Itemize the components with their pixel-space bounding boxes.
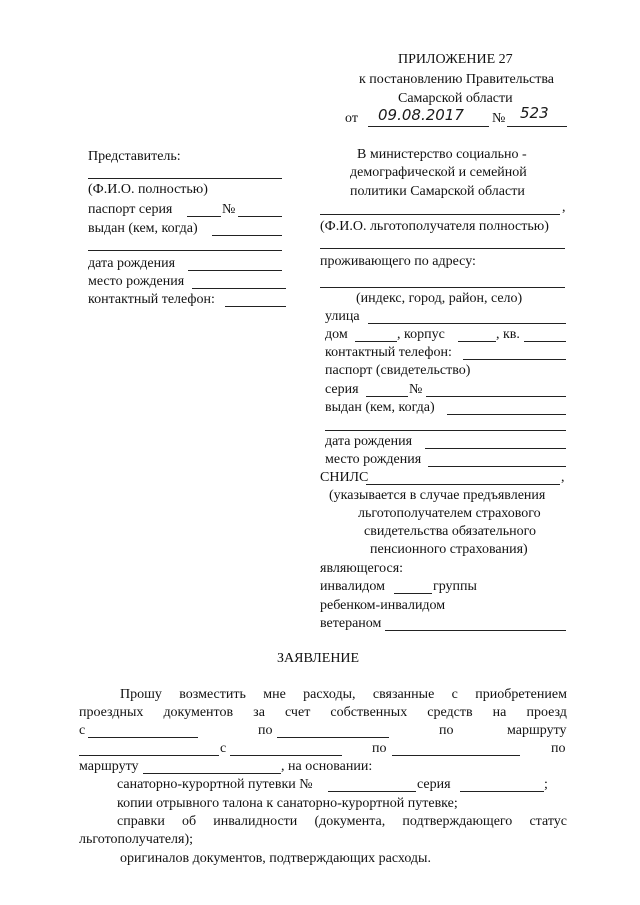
addressee-line-2: демографической и семейной (350, 165, 527, 180)
word: приобретением (475, 687, 567, 702)
word: за (253, 705, 265, 720)
word: статус (529, 814, 567, 829)
item-voucher-label: санаторно-курортной путевки № (117, 777, 313, 792)
representative-fio-hint: (Ф.И.О. полностью) (88, 182, 208, 197)
rep-birth-place-line (192, 288, 286, 289)
word: инвалидности (213, 814, 298, 829)
rep-passport-series-line (187, 216, 221, 217)
item-disability-line (117, 813, 567, 830)
series-label: серия (325, 382, 359, 397)
from-label: от (345, 111, 358, 126)
word: возместить (179, 687, 246, 702)
rep-birth-place-label: место рождения (88, 274, 185, 289)
rep-phone-line (225, 306, 286, 307)
building-label: , корпус (397, 327, 445, 342)
item-coupon: копии отрывного талона к санаторно-курортной путевке; (117, 796, 458, 811)
veteran-label: ветераном (320, 616, 382, 631)
route-to-label-4: по (551, 741, 566, 756)
issued-line (447, 414, 566, 415)
word: мне (263, 687, 286, 702)
word: проездных (79, 705, 144, 720)
snils-note-1: (указывается в случае предъявления (329, 488, 546, 503)
word: расходы, (303, 687, 356, 702)
word: счет (285, 705, 311, 720)
route-from-label: с (79, 723, 86, 738)
date-line (368, 126, 489, 127)
birth-place-label: место рождения (325, 452, 422, 467)
street-line (368, 323, 566, 324)
birth-date-label: дата рождения (325, 434, 413, 449)
beneficiary-phone-line (463, 359, 566, 360)
route-from-line-2 (230, 755, 342, 756)
building-line (458, 341, 496, 342)
item-series-label: серия (417, 777, 451, 792)
route-to-label-2: по (439, 723, 454, 738)
apartment-line (524, 341, 566, 342)
appendix-decree: к постановлению Правительства (359, 72, 555, 87)
word: об (181, 814, 197, 829)
word: с (451, 687, 458, 702)
route-label: маршруту (507, 723, 567, 738)
snils-comma: , (561, 470, 565, 485)
being-label: являющегося: (320, 561, 404, 576)
passport-no-line (426, 396, 566, 397)
word: подтверждающего (402, 814, 513, 829)
birth-place-line (428, 466, 566, 467)
rep-phone-label: контактный телефон: (88, 292, 215, 307)
apartment-label: , кв. (496, 327, 520, 342)
rep-issued-label: выдан (кем, когда) (88, 221, 198, 236)
route-to-label: по (258, 723, 273, 738)
statement-title: ЗАЯВЛЕНИЕ (277, 651, 360, 666)
route-label-2: маршруту (79, 759, 139, 774)
route-from-label-2: с (220, 741, 227, 756)
residing-label: проживающего по адресу: (320, 254, 476, 269)
route-to-label-3: по (372, 741, 387, 756)
veteran-line (385, 630, 566, 631)
word: документов (163, 705, 234, 720)
statement-line-1 (120, 686, 567, 703)
handwritten-date: 09.08.2017 (378, 106, 464, 124)
route-to-line (277, 737, 389, 738)
route-line-2 (143, 773, 281, 774)
house-label: дом (325, 327, 348, 342)
disabled-label: инвалидом (320, 579, 385, 594)
address-line (320, 287, 565, 288)
addressee-line-1: В министерство социально - (357, 147, 527, 162)
statement-line-2 (79, 704, 567, 721)
passport-no-label: № (409, 382, 423, 397)
voucher-series-line (460, 791, 544, 792)
voucher-number-line (328, 791, 416, 792)
issued-label: выдан (кем, когда) (325, 400, 435, 415)
appendix-region: Самарской области (398, 91, 513, 106)
word: (документа, (314, 814, 386, 829)
birth-date-line (425, 448, 566, 449)
handwritten-number: 523 (520, 104, 549, 122)
route-line-1 (79, 755, 219, 756)
disabled-group-line (394, 593, 432, 594)
street-label: улица (325, 309, 360, 324)
snils-label: СНИЛС (320, 470, 369, 485)
child-disabled-label: ребенком-инвалидом (320, 598, 446, 613)
beneficiary-fio-hint: (Ф.И.О. льготополучателя полностью) (320, 219, 549, 234)
house-line (355, 341, 397, 342)
snils-note-3: свидетельства обязательного (364, 524, 537, 539)
rep-issued-line (212, 235, 282, 236)
word: справки (117, 814, 165, 829)
word: на (492, 705, 507, 720)
item-originals: оригиналов документов, подтверждающих расходы. (120, 851, 431, 866)
representative-label: Представитель: (88, 149, 181, 164)
item-disability-cont: льготополучателя); (79, 832, 194, 847)
number-label: № (492, 111, 506, 126)
number-line (507, 126, 567, 127)
on-basis-label: , на основании: (281, 759, 373, 774)
group-label: группы (433, 579, 477, 594)
representative-line (88, 178, 282, 179)
word: средств (427, 705, 473, 720)
word: Прошу (120, 687, 162, 702)
rep-issued-line-2 (88, 250, 282, 251)
word: связанные (372, 687, 435, 702)
rep-passport-series-label: паспорт серия (88, 202, 173, 217)
beneficiary-name-line (320, 214, 560, 215)
route-from-line (88, 737, 198, 738)
route-to-line-2 (392, 755, 520, 756)
snils-note-2: льготополучателем страхового (358, 506, 541, 521)
beneficiary-name-line-2 (320, 248, 565, 249)
snils-note-4: пенсионного страхования) (370, 542, 528, 557)
word: проезд (526, 705, 567, 720)
rep-birth-date-label: дата рождения (88, 256, 176, 271)
appendix-number: ПРИЛОЖЕНИЕ 27 (398, 52, 513, 67)
word: собственных (330, 705, 408, 720)
rep-passport-no-label: № (222, 202, 236, 217)
beneficiary-phone-label: контактный телефон: (325, 345, 452, 360)
rep-passport-no-line (238, 216, 282, 217)
issued-line-2 (325, 430, 566, 431)
address-hint: (индекс, город, район, село) (356, 291, 523, 306)
beneficiary-comma: , (562, 200, 566, 215)
passport-label: паспорт (свидетельство) (325, 363, 471, 378)
addressee-line-3: политики Самарской области (350, 184, 525, 199)
rep-birth-date-line (188, 270, 282, 271)
snils-line (366, 484, 560, 485)
series-line (366, 396, 408, 397)
item-voucher-end: ; (544, 777, 548, 792)
